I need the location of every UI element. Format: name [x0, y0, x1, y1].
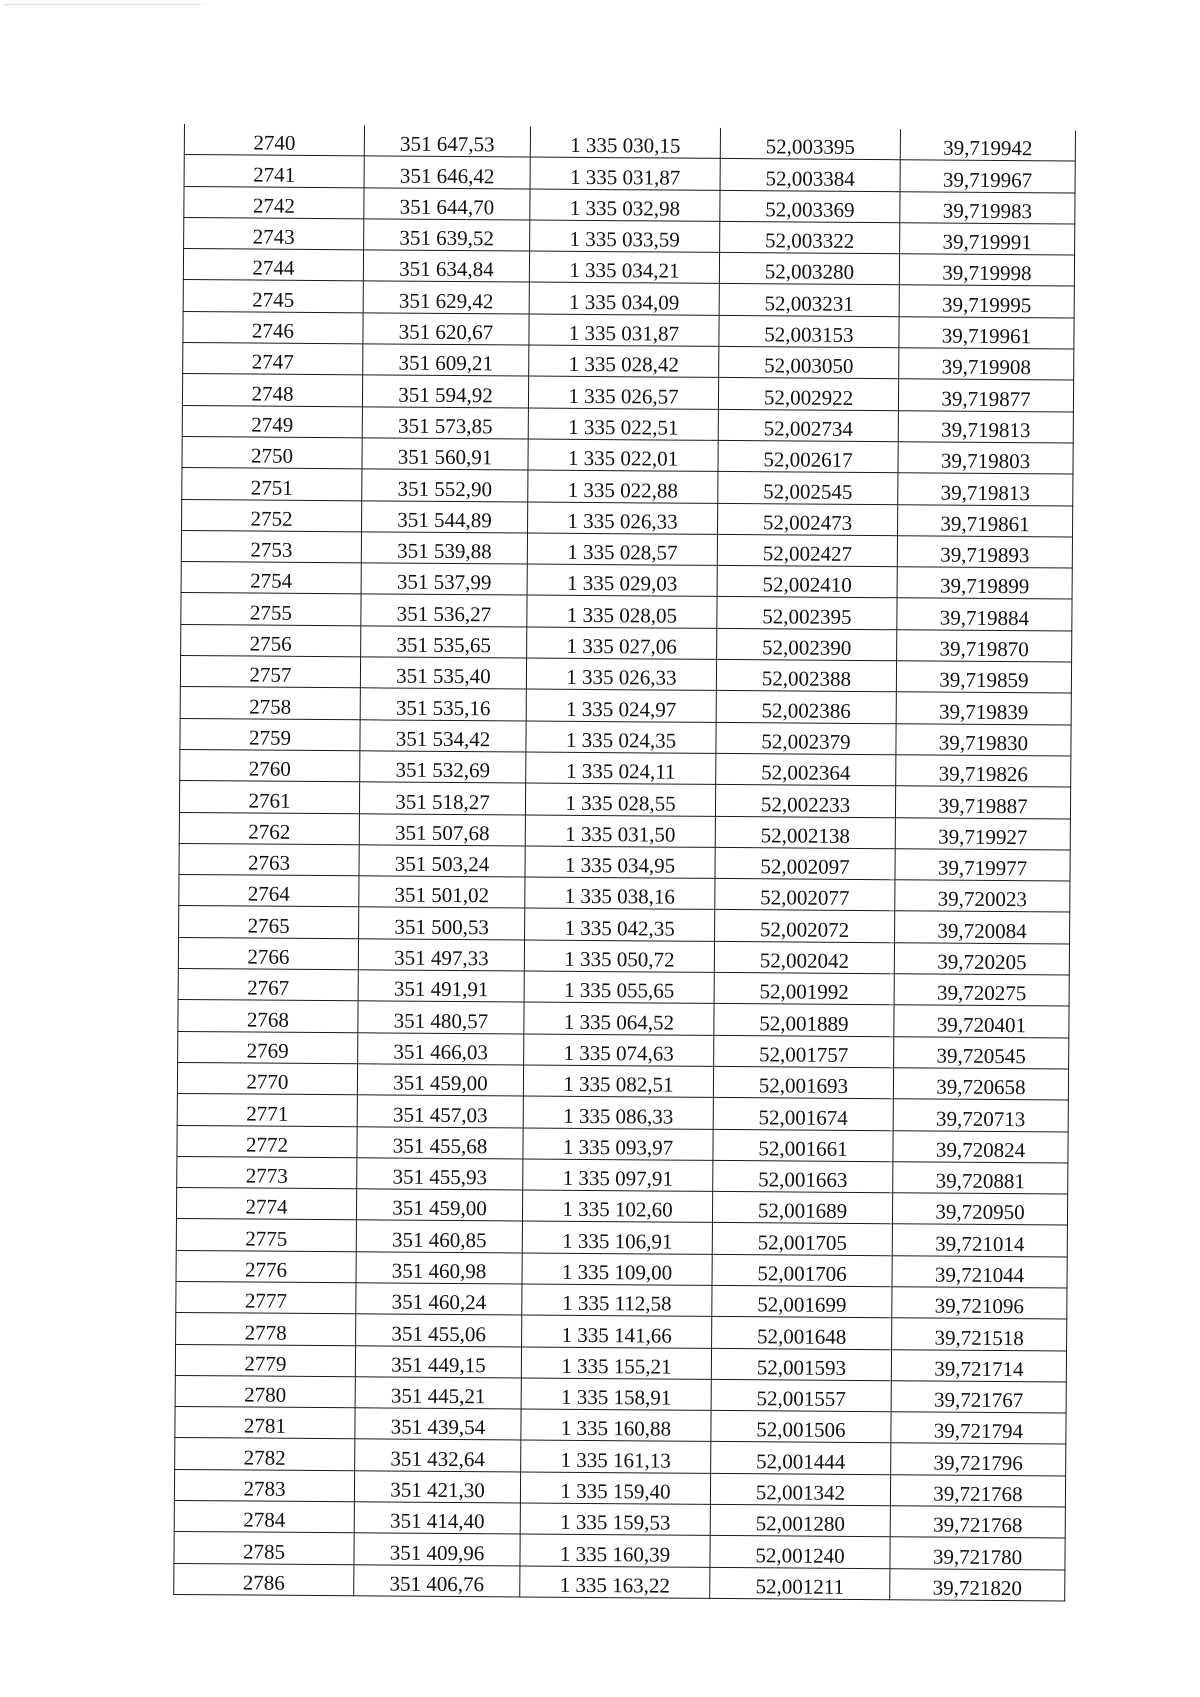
x-coordinate-cell: 351 634,84: [363, 250, 529, 283]
table-body: [174, 124, 1076, 1601]
point-number-cell: 2763: [179, 843, 359, 876]
x-coordinate-cell: 351 532,69: [360, 751, 526, 784]
longitude-cell: 39,719927: [895, 817, 1070, 850]
y-coordinate-cell: 1 335 024,35: [526, 721, 716, 754]
y-coordinate-cell: 1 335 093,97: [523, 1128, 713, 1161]
y-coordinate-cell: 1 335 032,98: [530, 189, 720, 222]
y-coordinate-cell: 1 335 141,66: [522, 1315, 712, 1348]
point-number-cell: 2771: [177, 1094, 357, 1127]
longitude-cell: 39,719877: [898, 379, 1073, 412]
longitude-cell: 39,720824: [893, 1130, 1068, 1163]
y-coordinate-cell: 1 335 159,40: [520, 1472, 710, 1505]
point-number-cell: 2773: [177, 1156, 357, 1189]
point-number-cell: 2780: [175, 1375, 355, 1408]
latitude-cell: 52,002545: [718, 472, 898, 505]
y-coordinate-cell: 1 335 097,91: [523, 1159, 713, 1192]
y-coordinate-cell: 1 335 055,65: [524, 971, 714, 1004]
y-coordinate-cell: 1 335 030,15: [530, 127, 720, 159]
y-coordinate-cell: 1 335 034,09: [529, 283, 719, 316]
point-number-cell: 2761: [179, 781, 359, 814]
y-coordinate-cell: 1 335 024,97: [526, 689, 716, 722]
x-coordinate-cell: 351 646,42: [364, 156, 530, 189]
point-number-cell: 2756: [181, 624, 361, 657]
point-number-cell: 2764: [179, 875, 359, 908]
point-number-cell: 2740: [184, 124, 364, 156]
latitude-cell: 52,002364: [716, 753, 896, 786]
y-coordinate-cell: 1 335 026,57: [528, 376, 718, 409]
x-coordinate-cell: 351 455,68: [357, 1126, 523, 1159]
x-coordinate-cell: 351 536,27: [361, 594, 527, 627]
point-number-cell: 2757: [180, 656, 360, 689]
longitude-cell: 39,721096: [892, 1287, 1067, 1320]
longitude-cell: 39,721794: [891, 1412, 1066, 1445]
longitude-cell: 39,721767: [891, 1381, 1066, 1414]
y-coordinate-cell: 1 335 031,50: [525, 815, 715, 848]
x-coordinate-cell: 351 480,57: [358, 1001, 524, 1034]
longitude-cell: 39,719961: [899, 317, 1074, 350]
latitude-cell: 52,001757: [714, 1035, 894, 1068]
longitude-cell: 39,719884: [897, 598, 1072, 631]
latitude-cell: 52,001211: [710, 1567, 890, 1600]
latitude-cell: 52,001889: [714, 1004, 894, 1037]
latitude-cell: 52,002072: [715, 910, 895, 943]
latitude-cell: 52,001444: [711, 1442, 891, 1475]
latitude-cell: 52,002379: [716, 722, 896, 755]
latitude-cell: 52,003050: [719, 347, 899, 380]
longitude-cell: 39,719977: [895, 849, 1070, 882]
point-number-cell: 2750: [182, 436, 362, 469]
longitude-cell: 39,721714: [891, 1349, 1066, 1382]
y-coordinate-cell: 1 335 022,01: [528, 439, 718, 472]
x-coordinate-cell: 351 535,65: [361, 626, 527, 659]
y-coordinate-cell: 1 335 024,11: [526, 752, 716, 785]
longitude-cell: 39,720275: [894, 974, 1069, 1007]
latitude-cell: 52,003231: [719, 284, 899, 317]
longitude-cell: 39,721768: [890, 1506, 1065, 1539]
point-number-cell: 2760: [180, 749, 360, 782]
longitude-cell: 39,720950: [892, 1193, 1067, 1226]
y-coordinate-cell: 1 335 064,52: [524, 1002, 714, 1035]
longitude-cell: 39,719995: [899, 285, 1074, 318]
latitude-cell: 52,002386: [716, 691, 896, 724]
y-coordinate-cell: 1 335 028,55: [525, 783, 715, 816]
table-row: [174, 1563, 1065, 1601]
x-coordinate-cell: 351 535,40: [360, 657, 526, 690]
y-coordinate-cell: 1 335 086,33: [523, 1096, 713, 1129]
x-coordinate-cell: 351 491,91: [358, 970, 524, 1003]
longitude-cell: 39,719839: [896, 692, 1071, 725]
latitude-cell: 52,003322: [720, 221, 900, 254]
longitude-cell: 39,719887: [895, 786, 1070, 819]
longitude-cell: 39,720545: [894, 1036, 1069, 1069]
x-coordinate-cell: 351 501,02: [359, 876, 525, 909]
point-number-cell: 2741: [184, 155, 364, 188]
point-number-cell: 2747: [183, 343, 363, 376]
x-coordinate-cell: 351 460,85: [356, 1220, 522, 1253]
x-coordinate-cell: 351 497,33: [358, 939, 524, 972]
point-number-cell: 2784: [174, 1501, 354, 1534]
latitude-cell: 52,002138: [715, 816, 895, 849]
x-coordinate-cell: 351 455,06: [356, 1314, 522, 1347]
longitude-cell: 39,719813: [898, 410, 1073, 443]
y-coordinate-cell: 1 335 112,58: [522, 1284, 712, 1317]
x-coordinate-cell: 351 544,89: [362, 500, 528, 533]
x-coordinate-cell: 351 457,03: [357, 1095, 523, 1128]
latitude-cell: 52,002410: [717, 566, 897, 599]
longitude-cell: 39,719991: [900, 223, 1075, 256]
longitude-cell: 39,719803: [898, 442, 1073, 475]
point-number-cell: 2754: [181, 562, 361, 595]
longitude-cell: 39,719859: [896, 661, 1071, 694]
latitude-cell: 52,001648: [712, 1317, 892, 1350]
y-coordinate-cell: 1 335 074,63: [524, 1034, 714, 1067]
y-coordinate-cell: 1 335 031,87: [529, 314, 719, 347]
latitude-cell: 52,002395: [717, 597, 897, 630]
longitude-cell: 39,721768: [890, 1474, 1065, 1507]
y-coordinate-cell: 1 335 161,13: [521, 1440, 711, 1473]
point-number-cell: 2772: [177, 1125, 357, 1158]
y-coordinate-cell: 1 335 163,22: [520, 1566, 710, 1599]
longitude-cell: 39,721518: [892, 1318, 1067, 1351]
x-coordinate-cell: 351 459,00: [357, 1064, 523, 1097]
latitude-cell: 52,001992: [714, 972, 894, 1005]
x-coordinate-cell: 351 445,21: [355, 1377, 521, 1410]
point-number-cell: 2753: [181, 530, 361, 563]
y-coordinate-cell: 1 335 028,05: [527, 595, 717, 628]
latitude-cell: 52,002390: [717, 628, 897, 661]
longitude-cell: 39,719899: [897, 567, 1072, 600]
y-coordinate-cell: 1 335 033,59: [530, 220, 720, 253]
latitude-cell: 52,002427: [717, 534, 897, 567]
latitude-cell: 52,001240: [710, 1536, 890, 1569]
longitude-cell: 39,721014: [892, 1224, 1067, 1257]
y-coordinate-cell: 1 335 034,21: [529, 251, 719, 284]
latitude-cell: 52,003280: [719, 253, 899, 286]
y-coordinate-cell: 1 335 027,06: [527, 627, 717, 660]
point-number-cell: 2746: [183, 311, 363, 344]
y-coordinate-cell: 1 335 026,33: [528, 502, 718, 535]
point-number-cell: 2781: [175, 1407, 355, 1440]
longitude-cell: 39,721796: [891, 1443, 1066, 1476]
x-coordinate-cell: 351 414,40: [354, 1502, 520, 1535]
longitude-cell: 39,720658: [893, 1068, 1068, 1101]
longitude-cell: 39,719967: [900, 160, 1075, 193]
point-number-cell: 2770: [177, 1062, 357, 1095]
y-coordinate-cell: 1 335 106,91: [522, 1221, 712, 1254]
latitude-cell: 52,001280: [710, 1504, 890, 1537]
point-number-cell: 2744: [183, 249, 363, 282]
longitude-cell: 39,720713: [893, 1099, 1068, 1132]
longitude-cell: 39,720401: [894, 1005, 1069, 1038]
x-coordinate-cell: 351 573,85: [362, 406, 528, 439]
point-number-cell: 2742: [184, 186, 364, 219]
point-number-cell: 2782: [175, 1438, 355, 1471]
point-number-cell: 2748: [182, 374, 362, 407]
x-coordinate-cell: 351 552,90: [362, 469, 528, 502]
x-coordinate-cell: 351 639,52: [364, 219, 530, 252]
latitude-cell: 52,001593: [711, 1348, 891, 1381]
y-coordinate-cell: 1 335 028,57: [527, 533, 717, 566]
x-coordinate-cell: 351 460,98: [356, 1251, 522, 1284]
scan-artifact: [4, 4, 204, 7]
point-number-cell: 2767: [178, 968, 358, 1001]
latitude-cell: 52,001706: [712, 1254, 892, 1287]
point-number-cell: 2752: [182, 499, 362, 532]
y-coordinate-cell: 1 335 082,51: [523, 1065, 713, 1098]
y-coordinate-cell: 1 335 050,72: [524, 940, 714, 973]
y-coordinate-cell: 1 335 158,91: [521, 1378, 711, 1411]
latitude-cell: 52,003384: [720, 159, 900, 192]
y-coordinate-cell: 1 335 160,88: [521, 1409, 711, 1442]
x-coordinate-cell: 351 609,21: [363, 344, 529, 377]
latitude-cell: 52,001674: [713, 1098, 893, 1131]
x-coordinate-cell: 351 560,91: [362, 438, 528, 471]
x-coordinate-cell: 351 534,42: [360, 719, 526, 752]
latitude-cell: 52,002734: [718, 409, 898, 442]
point-number-cell: 2785: [174, 1532, 354, 1565]
y-coordinate-cell: 1 335 026,33: [526, 658, 716, 691]
point-number-cell: 2776: [176, 1250, 356, 1283]
y-coordinate-cell: 1 335 022,51: [528, 408, 718, 441]
point-number-cell: 2777: [176, 1281, 356, 1314]
latitude-cell: 52,001506: [711, 1411, 891, 1444]
x-coordinate-cell: 351 406,76: [354, 1564, 520, 1597]
point-number-cell: 2774: [176, 1188, 356, 1221]
latitude-cell: 52,001661: [713, 1129, 893, 1162]
y-coordinate-cell: 1 335 031,87: [530, 157, 720, 190]
longitude-cell: 39,719893: [897, 536, 1072, 569]
point-number-cell: 2779: [175, 1344, 355, 1377]
latitude-cell: 52,001699: [712, 1285, 892, 1318]
latitude-cell: 52,003395: [720, 128, 900, 160]
y-coordinate-cell: 1 335 042,35: [525, 908, 715, 941]
latitude-cell: 52,003369: [720, 190, 900, 223]
y-coordinate-cell: 1 335 029,03: [527, 564, 717, 597]
point-number-cell: 2751: [182, 468, 362, 501]
longitude-cell: 39,719870: [897, 629, 1072, 662]
point-number-cell: 2768: [178, 1000, 358, 1033]
x-coordinate-cell: 351 439,54: [355, 1408, 521, 1441]
y-coordinate-cell: 1 335 038,16: [525, 877, 715, 910]
longitude-cell: 39,719861: [898, 504, 1073, 537]
x-coordinate-cell: 351 449,15: [355, 1345, 521, 1378]
coordinates-table-wrapper: [173, 124, 1075, 1601]
coordinates-table: [173, 124, 1076, 1601]
x-coordinate-cell: 351 421,30: [354, 1471, 520, 1504]
latitude-cell: 52,001705: [712, 1223, 892, 1256]
latitude-cell: 52,002233: [715, 785, 895, 818]
latitude-cell: 52,002388: [716, 659, 896, 692]
x-coordinate-cell: 351 594,92: [362, 375, 528, 408]
x-coordinate-cell: 351 459,00: [356, 1189, 522, 1222]
y-coordinate-cell: 1 335 028,42: [529, 345, 719, 378]
longitude-cell: 39,720881: [893, 1162, 1068, 1195]
point-number-cell: 2783: [174, 1469, 354, 1502]
point-number-cell: 2765: [179, 906, 359, 939]
x-coordinate-cell: 351 535,16: [360, 688, 526, 721]
point-number-cell: 2743: [184, 217, 364, 250]
x-coordinate-cell: 351 518,27: [359, 782, 525, 815]
point-number-cell: 2745: [183, 280, 363, 313]
point-number-cell: 2762: [179, 812, 359, 845]
x-coordinate-cell: 351 409,96: [354, 1533, 520, 1566]
point-number-cell: 2766: [178, 937, 358, 970]
latitude-cell: 52,002042: [714, 941, 894, 974]
longitude-cell: 39,720084: [895, 911, 1070, 944]
latitude-cell: 52,001693: [713, 1066, 893, 1099]
latitude-cell: 52,003153: [719, 315, 899, 348]
longitude-cell: 39,720023: [895, 880, 1070, 913]
longitude-cell: 39,719826: [896, 755, 1071, 788]
x-coordinate-cell: 351 644,70: [364, 187, 530, 220]
y-coordinate-cell: 1 335 155,21: [521, 1347, 711, 1380]
point-number-cell: 2749: [182, 405, 362, 438]
point-number-cell: 2778: [176, 1313, 356, 1346]
latitude-cell: 52,002097: [715, 847, 895, 880]
y-coordinate-cell: 1 335 102,60: [522, 1190, 712, 1223]
y-coordinate-cell: 1 335 034,95: [525, 846, 715, 879]
longitude-cell: 39,719942: [900, 129, 1075, 161]
x-coordinate-cell: 351 503,24: [359, 845, 525, 878]
x-coordinate-cell: 351 455,93: [357, 1158, 523, 1191]
y-coordinate-cell: 1 335 022,88: [528, 470, 718, 503]
x-coordinate-cell: 351 537,99: [361, 563, 527, 596]
latitude-cell: 52,002617: [718, 440, 898, 473]
latitude-cell: 52,001557: [711, 1379, 891, 1412]
latitude-cell: 52,002922: [718, 378, 898, 411]
x-coordinate-cell: 351 500,53: [359, 907, 525, 940]
point-number-cell: 2786: [174, 1563, 354, 1596]
point-number-cell: 2769: [178, 1031, 358, 1064]
point-number-cell: 2759: [180, 718, 360, 751]
y-coordinate-cell: 1 335 160,39: [520, 1534, 710, 1567]
longitude-cell: 39,720205: [894, 942, 1069, 975]
point-number-cell: 2755: [181, 593, 361, 626]
latitude-cell: 52,002077: [715, 879, 895, 912]
latitude-cell: 52,001663: [713, 1160, 893, 1193]
x-coordinate-cell: 351 460,24: [356, 1283, 522, 1316]
x-coordinate-cell: 351 466,03: [358, 1032, 524, 1065]
longitude-cell: 39,721780: [890, 1537, 1065, 1570]
point-number-cell: 2775: [176, 1219, 356, 1252]
longitude-cell: 39,719908: [899, 348, 1074, 381]
y-coordinate-cell: 1 335 159,53: [520, 1503, 710, 1536]
x-coordinate-cell: 351 629,42: [363, 281, 529, 314]
longitude-cell: 39,719983: [900, 191, 1075, 224]
x-coordinate-cell: 351 620,67: [363, 313, 529, 346]
point-number-cell: 2758: [180, 687, 360, 720]
x-coordinate-cell: 351 539,88: [361, 532, 527, 565]
longitude-cell: 39,719830: [896, 723, 1071, 756]
latitude-cell: 52,001689: [712, 1191, 892, 1224]
latitude-cell: 52,001342: [710, 1473, 890, 1506]
y-coordinate-cell: 1 335 109,00: [522, 1253, 712, 1286]
latitude-cell: 52,002473: [718, 503, 898, 536]
longitude-cell: 39,721820: [890, 1568, 1065, 1601]
x-coordinate-cell: 351 432,64: [355, 1439, 521, 1472]
longitude-cell: 39,719998: [899, 254, 1074, 287]
x-coordinate-cell: 351 507,68: [359, 813, 525, 846]
longitude-cell: 39,721044: [892, 1255, 1067, 1288]
longitude-cell: 39,719813: [898, 473, 1073, 506]
x-coordinate-cell: 351 647,53: [364, 125, 530, 157]
